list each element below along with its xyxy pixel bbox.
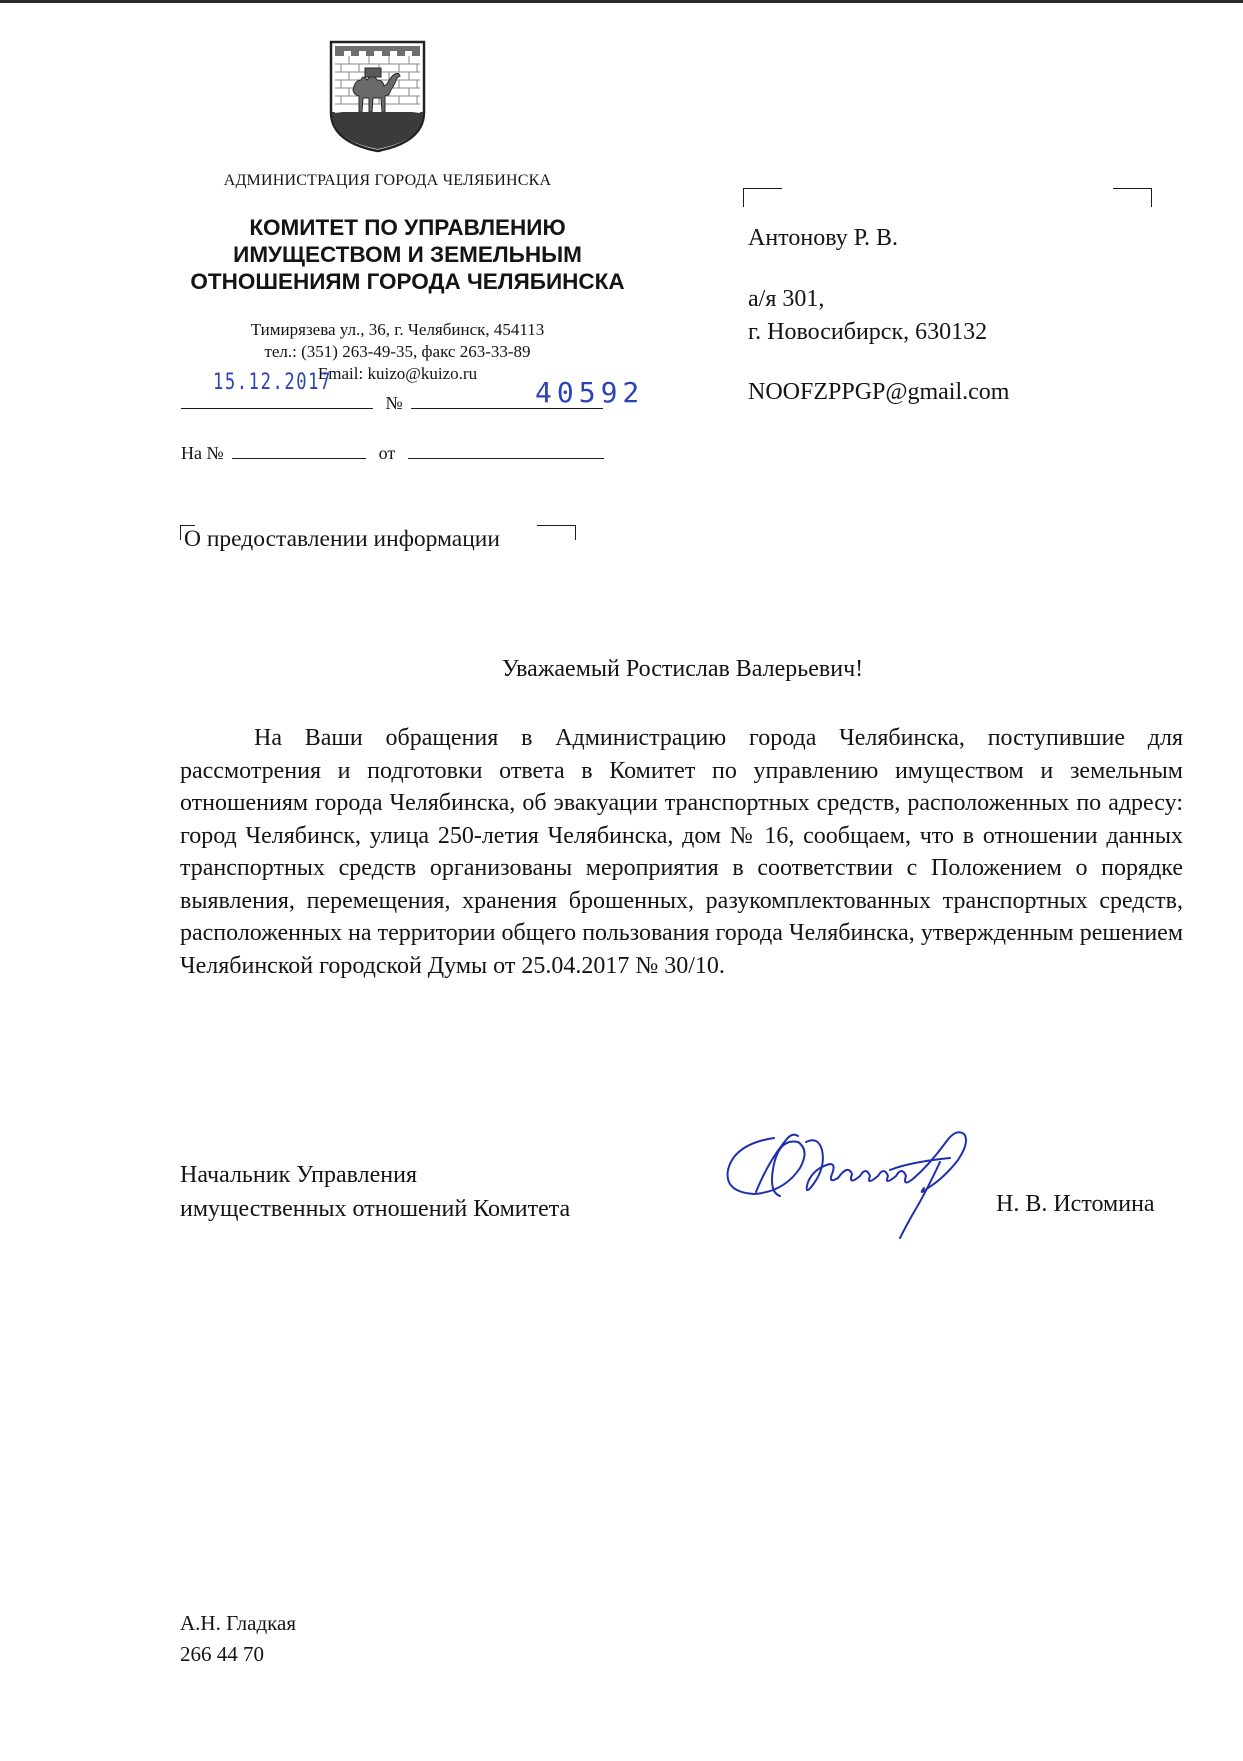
committee-address: Тимирязева ул., 36, г. Челябинск, 454113 (250, 320, 545, 339)
executor-block (180, 1608, 296, 1670)
signatory-title (180, 1158, 570, 1226)
committee-name (160, 214, 655, 295)
executor-phone: 266 44 70 (180, 1642, 264, 1666)
addressee-email: NOOFZPPGP@gmail.com (748, 379, 1010, 405)
number-sign: № (385, 393, 403, 413)
committee-name-line: ИМУЩЕСТВОМ И ЗЕМЕЛЬНЫМ (233, 242, 582, 267)
reply-reference-row (181, 440, 604, 464)
executor-name: А.Н. Гладкая (180, 1611, 296, 1635)
scan-top-edge (0, 0, 1243, 3)
greeting: Уважаемый Ростислав Валерьевич! (501, 656, 864, 682)
registration-date-stamp: 15.12.2017 (213, 370, 332, 395)
handwritten-signature (714, 1112, 984, 1252)
registration-number-stamp: 40592 (535, 376, 645, 409)
letter-subject: О предоставлении информации (184, 526, 500, 552)
administration-name: АДМИНИСТРАЦИЯ ГОРОДА ЧЕЛЯБИНСКА (223, 172, 552, 189)
addressee-po-box: а/я 301, (748, 286, 825, 312)
committee-phone: тел.: (351) 263-49-35, факс 263-33-89 (264, 342, 531, 361)
letter-body: На Ваши обращения в Администрацию города Челябинска, поступившие для рассмотрения и подготовки ответа в Комитет по управлению имуществом и земельным отношениям города Челябинска, об эвакуации транспортных средств, расположенных по адресу: город Челябинск, улица 250-летия Челябинска, дом № 16, сообщаем, что в отношении данных транспортных средств организованы мероприятия в соответствии с Положением о порядке выявления, перемещения, хранения брошенных, разукомплектованных транспортных средств, расположенных на территории общего пользования города Челябинска, утвержденным решением Челябинской городской Думы от 25.04.2017 № 30/10. (180, 725, 1183, 979)
signatory-name: Н. В. Истомина (996, 1191, 1155, 1217)
committee-name-line: КОМИТЕТ ПО УПРАВЛЕНИЮ (249, 215, 566, 240)
reply-number-line (232, 440, 366, 459)
addressee-corner-right (1113, 188, 1152, 207)
chelyabinsk-coat-of-arms-icon (329, 40, 426, 153)
reply-to-label: На № (181, 443, 224, 463)
subject-corner-right (537, 525, 576, 540)
addressee-city: г. Новосибирск, 630132 (748, 319, 988, 345)
signatory-title-line: имущественных отношений Комитета (180, 1196, 571, 1222)
signatory-title-line: Начальник Управления (180, 1162, 417, 1188)
addressee-name: Антонову Р. В. (748, 225, 899, 251)
from-label: от (378, 443, 396, 463)
reply-date-line (408, 440, 604, 459)
addressee-block (748, 222, 1009, 409)
committee-email: Email: kuizo@kuizo.ru (317, 364, 478, 383)
addressee-corner-left (743, 188, 782, 207)
committee-name-line: ОТНОШЕНИЯМ ГОРОДА ЧЕЛЯБИНСКА (190, 269, 625, 294)
